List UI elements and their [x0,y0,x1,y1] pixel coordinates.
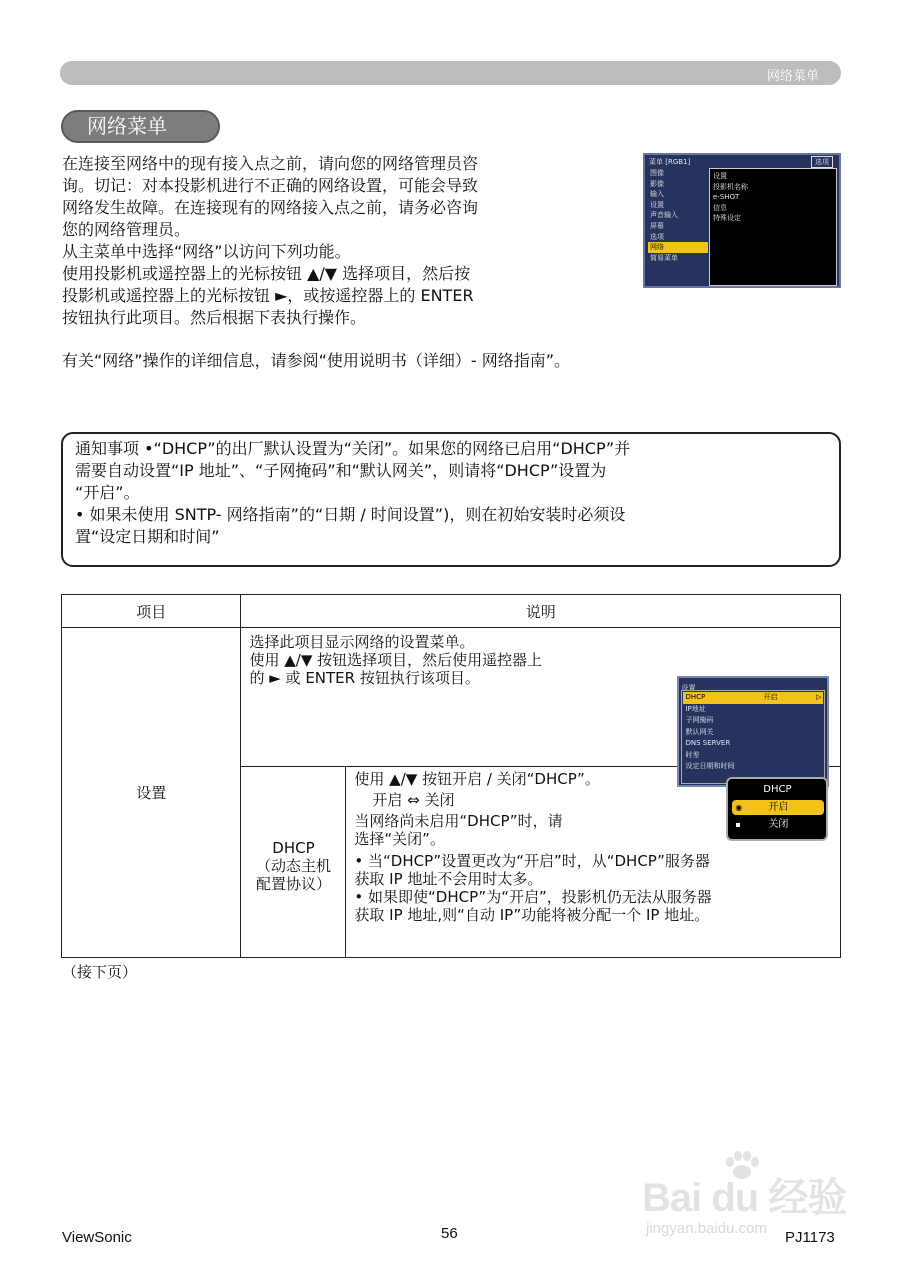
intro-line: 网络发生故障。在连接现有的网络接入点之前，请务必咨询 [62,198,479,217]
footer-model: PJ1173 [785,1229,835,1246]
table-row [62,628,841,767]
intro-line: 您的网络管理员。 [62,220,191,239]
dhcp-desc-line: 选择“关闭”。 [354,830,445,848]
watermark-url: jingyan.baidu.com [646,1220,767,1237]
right-arrow-icon: ▷ [816,693,822,701]
osd-title: 菜单 [RGB1] [649,158,691,166]
osd-setup-item: 子网掩码 [685,716,714,724]
osd-menu-item: 声音输入 [650,211,678,220]
dhcp-option-on [732,800,824,815]
osd-submenu [709,168,837,286]
radio-empty-icon: ▪ [735,820,741,829]
footer-page-number: 56 [441,1225,458,1242]
dhcp-desc-line: • 如果即使“DHCP”为“开启”，投影机仍无法从服务器 [354,888,712,906]
osd-menu-item: 简易菜单 [650,253,678,262]
dhcp-desc-line: • 当“DHCP”设置更改为“开启”时，从“DHCP”服务器 [354,852,710,870]
osd-submenu-item: 信息 [713,203,727,212]
osd-back-button: 选项 [811,156,833,168]
setup-description-cell [241,628,841,770]
dhcp-label-line: DHCP [272,839,315,857]
notice-box [61,432,841,567]
dhcp-option-off [732,817,824,832]
osd-setup-item: 时差 [685,750,700,759]
notice-line: • 如果未使用 SNTP- 网络指南”的“日期 / 时间设置”)，则在初始安装时必须设 [75,505,626,524]
footer-brand: ViewSonic [62,1229,132,1246]
intro-line: 按钮执行此项目。然后根据下表执行操作。 [62,308,367,327]
table-header-row [62,595,841,628]
osd-setup-title: 设置 [681,684,696,692]
osd-menu-item: 屏幕 [650,221,664,230]
intro-line: 在连接至网络中的现有接入点之前，请向您的网络管理员咨 [62,154,479,173]
dhcp-desc-line: 获取 IP 地址,则“自动 IP”功能将被分配一个 IP 地址。 [354,906,710,924]
dhcp-desc-line: 使用 ▲/▼ 按钮开启 / 关闭“DHCP”。 [354,770,600,788]
osd-setup-item: IP地址 [685,704,706,713]
notice-line: 需要自动设置“IP 地址”、“子网掩码”和“默认网关”，则请将“DHCP”设置为 [75,461,607,480]
dhcp-desc-line: 获取 IP 地址不会用时太多。 [354,870,543,888]
osd-setup-item-value: 开启 [763,693,778,701]
setup-desc-line: 选择此项目显示网络的设置菜单。 [249,633,475,651]
osd-setup-item: 默认网关 [685,727,714,736]
intro-line: 询。切记：对本投影机进行不正确的网络设置，可能会导致 [62,176,479,195]
intro-line: 使用投影机或遥控器上的光标按钮 ▲/▼ 选择项目，然后按 [62,264,471,283]
section-title: 网络菜单 [61,110,220,143]
osd-left-menu [648,168,708,263]
osd-menu-item-selected: 网络 [648,242,708,253]
row-label-setup: 设置 [62,628,241,958]
settings-table [61,594,841,958]
column-header-description: 说明 [241,595,841,628]
header-section-label: 网络菜单 [766,69,819,84]
dhcp-label-cell [241,767,346,958]
intro-reference: 有关“网络”操作的详细信息，请参阅“使用说明书（详细）- 网络指南”。 [62,351,571,370]
osd-submenu-item: 投影机名称 [713,182,748,191]
dhcp-option-on-label: 开启 [768,802,789,813]
dhcp-label-line: 配置协议） [255,875,331,893]
osd-submenu-item: e-SHOT [713,193,740,201]
dhcp-description-cell [346,767,841,958]
intro-line: 投影机或遥控器上的光标按钮 ►，或按遥控器上的 ENTER [62,286,474,305]
osd-header [647,156,837,166]
baidu-watermark [640,1150,850,1240]
column-header-item: 项目 [62,595,241,628]
intro-line: 从主菜单中选择“网络”以访问下列功能。 [62,242,351,261]
osd-submenu-item: 设置 [713,172,727,180]
header-bar [60,61,841,85]
dhcp-popup-title: DHCP [763,784,792,795]
osd-setup-item-selected [683,692,823,704]
intro-paragraph [62,153,640,329]
dhcp-option-off-label: 关闭 [768,819,789,830]
osd-menu-item: 选项 [650,232,664,241]
osd-setup-item-label: DHCP [685,693,706,701]
osd-menu-item: 设置 [650,200,664,209]
continued-label: （接下页） [62,963,138,981]
setup-desc-line: 使用 ▲/▼ 按钮选择项目，然后使用遥控器上 [249,651,543,669]
dhcp-desc-line: 当网络尚未启用“DHCP”时，请 [354,812,563,830]
osd-menu-item: 图像 [650,169,664,177]
radio-selected-icon: ◉ [735,803,743,812]
dhcp-popup-image [726,777,828,841]
notice-line: 置“设定日期和时间” [75,527,220,546]
osd-menu-item: 影像 [650,179,664,188]
osd-main-menu-image [643,153,841,288]
osd-menu-item: 输入 [650,190,664,199]
dhcp-toggle-line: 开启 ⇔ 关闭 [372,791,455,809]
notice-line: 通知事项 •“DHCP”的出厂默认设置为“关闭”。如果您的网络已启用“DHCP”并 [75,439,631,458]
setup-desc-line: 的 ► 或 ENTER 按钮执行该项目。 [249,669,480,687]
watermark-logo: Bai du 经验 [642,1176,847,1220]
osd-setup-item: 设定日期和时间 [685,762,735,770]
osd-submenu-item: 特殊设定 [713,214,741,222]
dhcp-label-line: （动态主机 [255,857,331,875]
osd-setup-item: DNS SERVER [685,739,731,747]
notice-line: “开启”。 [75,483,140,502]
